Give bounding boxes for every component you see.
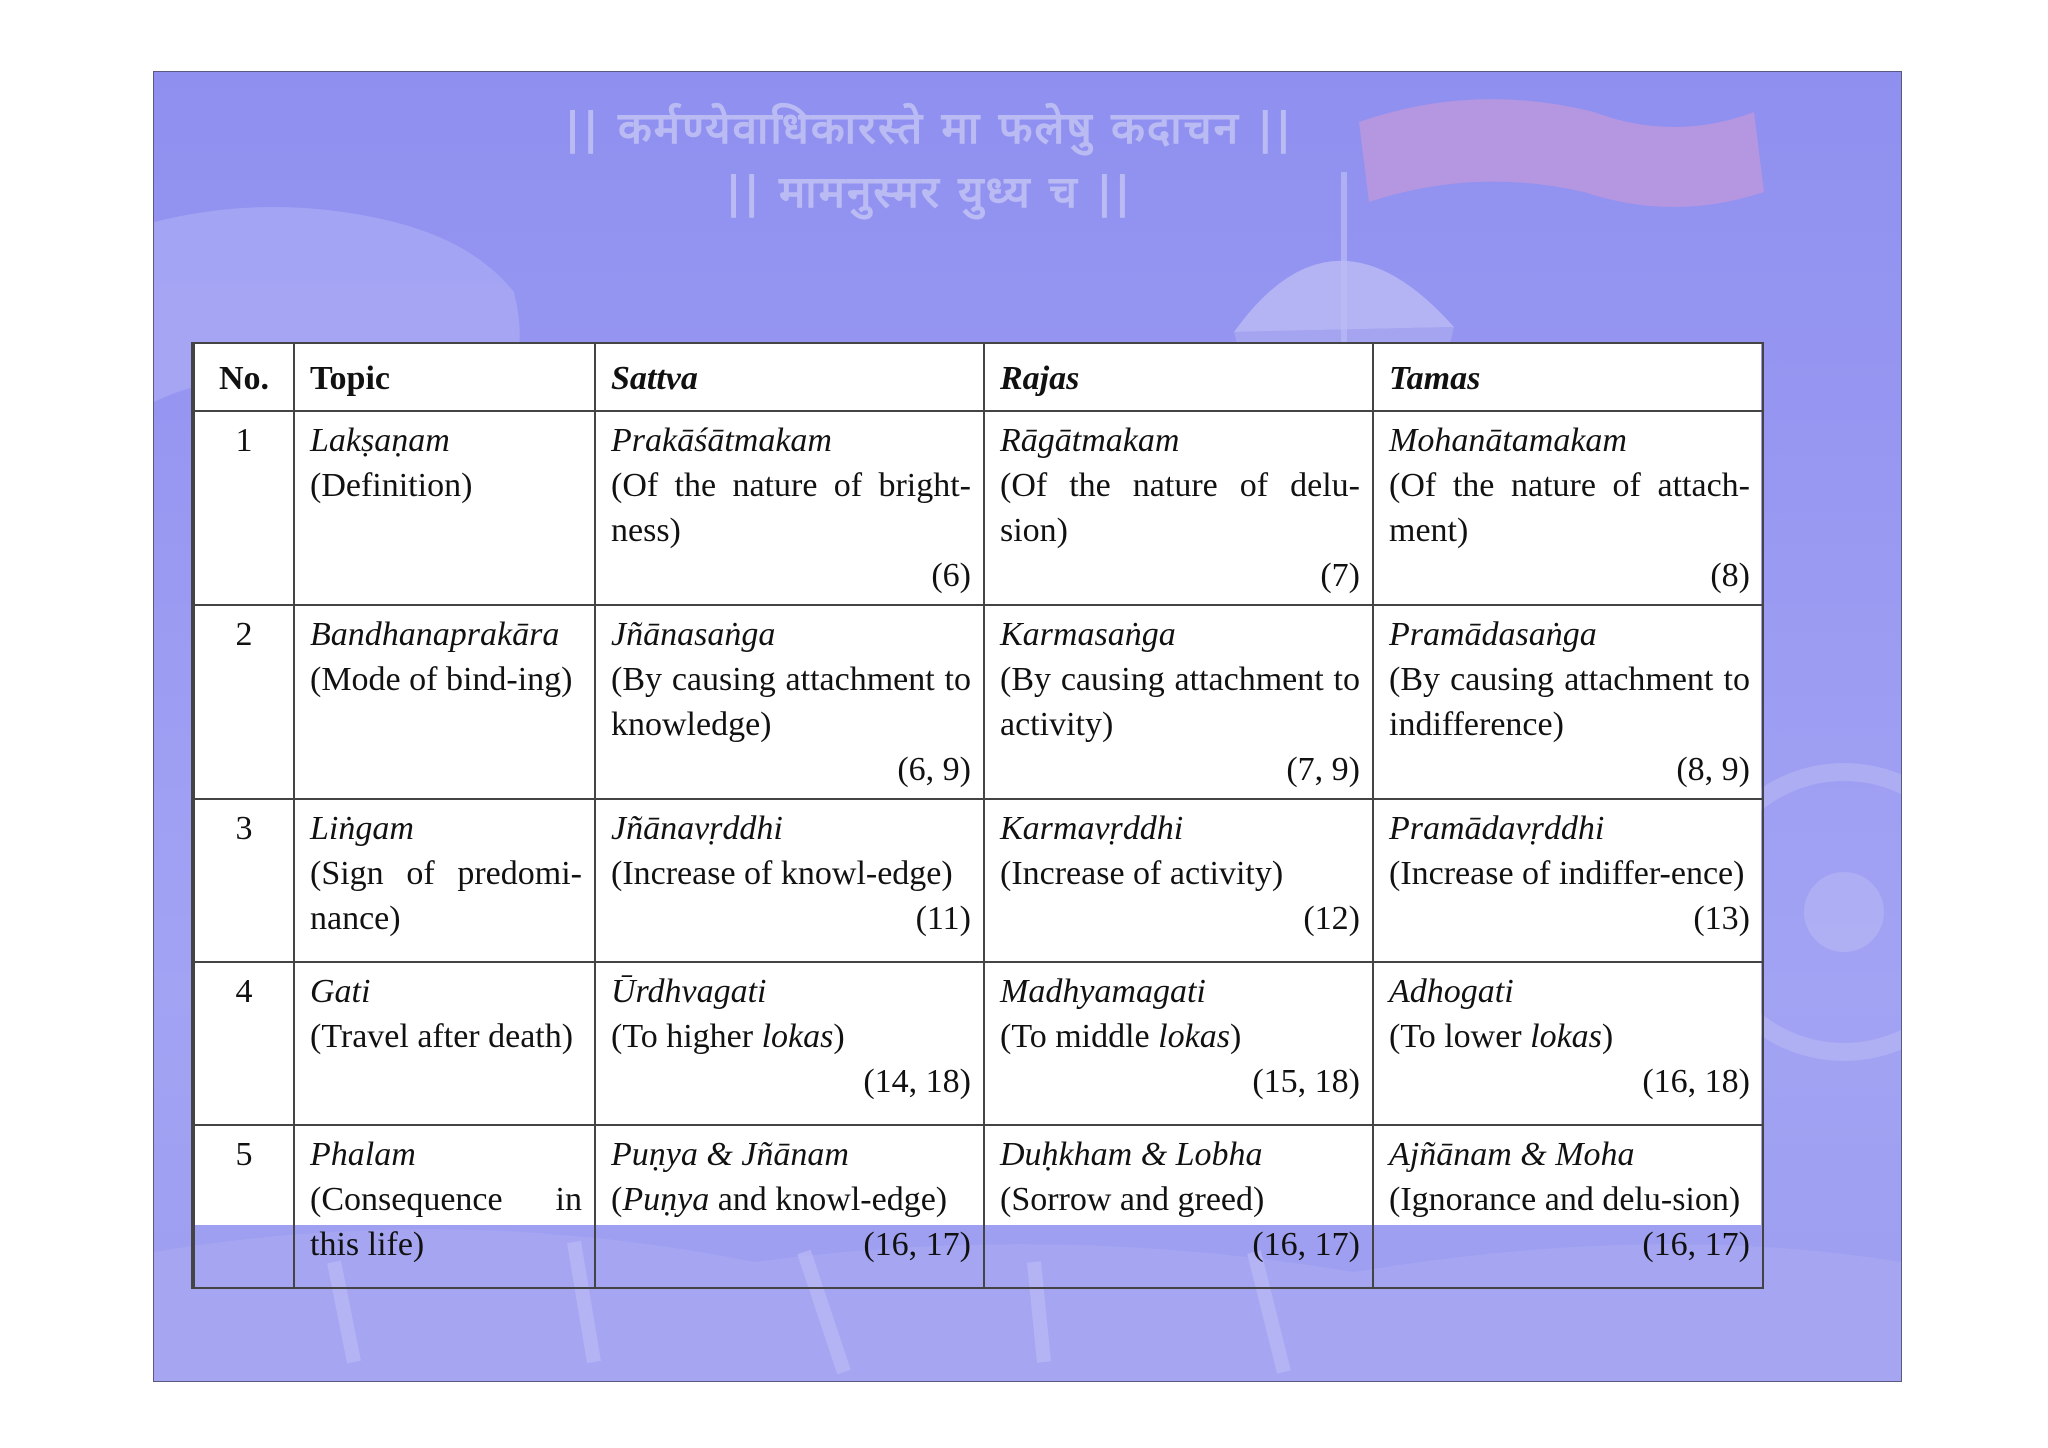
topic-cell <box>294 605 595 799</box>
tamas-desc <box>1389 1014 1750 1059</box>
verse-ref: (14, 18) <box>863 1063 971 1100</box>
sattva-term: Prakāśātmakam <box>611 422 832 459</box>
sattva-term: Jñānasaṅga <box>611 616 776 653</box>
tamas-desc: (Ignorance and delu-sion) <box>1389 1181 1741 1218</box>
header-rajas: Rajas <box>984 343 1373 411</box>
verse-ref: (16, 17) <box>1642 1226 1750 1263</box>
topic-desc: (Sign of predomi-nance) <box>310 855 582 937</box>
slide <box>153 71 1902 1382</box>
verse-ref: (16, 17) <box>1252 1226 1360 1263</box>
tamas-term: Mohanātamakam <box>1389 422 1627 459</box>
tamas-cell <box>1373 962 1763 1125</box>
topic-desc: (Consequence in this life) <box>310 1181 582 1263</box>
desc-post: ) <box>1229 1018 1242 1055</box>
tamas-term: Adhogati <box>1389 973 1514 1010</box>
sattva-desc: (By causing attachment to knowledge) <box>611 661 971 743</box>
sattva-desc: (Increase of knowl-edge) <box>611 855 953 892</box>
desc-post: ) <box>833 1018 845 1055</box>
topic-term: Liṅgam <box>310 810 414 847</box>
tamas-desc: (Of the nature of attach-ment) <box>1389 467 1750 549</box>
verse-ref: (16, 17) <box>863 1226 971 1263</box>
rajas-term: Madhyamagati <box>1000 973 1206 1010</box>
header-tamas: Tamas <box>1373 343 1763 411</box>
topic-term: Phalam <box>310 1136 416 1173</box>
tamas-term: Pramādasaṅga <box>1389 616 1597 653</box>
tamas-desc: (By causing attachment to indifference) <box>1389 661 1750 743</box>
rajas-desc <box>1000 1014 1360 1059</box>
sattva-desc <box>611 1014 971 1059</box>
desc-post: ) <box>1601 1018 1614 1055</box>
desc-em: Puṇya <box>622 1181 710 1218</box>
verse-ref: (6, 9) <box>897 751 971 788</box>
sattva-cell <box>595 605 984 799</box>
row-number: 2 <box>193 605 294 799</box>
row-number: 1 <box>193 411 294 605</box>
topic-term: Bandhanaprakāra <box>310 616 560 653</box>
sattva-cell <box>595 1125 984 1288</box>
table-header-row <box>193 343 1763 411</box>
table-row <box>193 962 1763 1125</box>
tamas-cell <box>1373 411 1763 605</box>
verse-ref: (8, 9) <box>1676 751 1750 788</box>
verse-ref: (12) <box>1303 900 1360 937</box>
tamas-term: Pramādavṛddhi <box>1389 810 1605 847</box>
table-row <box>193 799 1763 962</box>
topic-desc: (Mode of bind-ing) <box>310 661 573 698</box>
topic-cell <box>294 411 595 605</box>
desc-pre: (To lower <box>1389 1018 1531 1055</box>
rajas-cell <box>984 799 1373 962</box>
verse-ref: (13) <box>1693 900 1750 937</box>
row-number: 4 <box>193 962 294 1125</box>
rajas-desc: (By causing attachment to activity) <box>1000 661 1360 743</box>
rajas-term: Rāgātmakam <box>1000 422 1180 459</box>
sattva-term: Ūrdhvagati <box>611 973 767 1010</box>
verse-ref: (15, 18) <box>1252 1063 1360 1100</box>
verse-ref: (8) <box>1710 557 1750 594</box>
rajas-cell <box>984 605 1373 799</box>
rajas-desc: (Sorrow and greed) <box>1000 1181 1265 1218</box>
sattva-cell <box>595 799 984 962</box>
sattva-desc <box>611 1177 971 1222</box>
verse-ref: (7) <box>1320 557 1360 594</box>
table-row <box>193 1125 1763 1288</box>
table-row <box>193 605 1763 799</box>
rajas-term: Karmasaṅga <box>1000 616 1176 653</box>
row-number: 3 <box>193 799 294 962</box>
verse-ref: (16, 18) <box>1642 1063 1750 1100</box>
verse-ref: (11) <box>915 900 971 937</box>
sattva-cell <box>595 411 984 605</box>
sattva-term: Jñānavṛddhi <box>611 810 783 847</box>
rajas-term: Karmavṛddhi <box>1000 810 1184 847</box>
tamas-cell <box>1373 799 1763 962</box>
rajas-cell <box>984 962 1373 1125</box>
rajas-desc: (Of the nature of delu-sion) <box>1000 467 1360 549</box>
header-sattva: Sattva <box>595 343 984 411</box>
topic-cell <box>294 1125 595 1288</box>
tamas-cell <box>1373 1125 1763 1288</box>
rajas-cell <box>984 411 1373 605</box>
sattva-term: Puṇya & Jñānam <box>611 1136 849 1173</box>
sattva-cell <box>595 962 984 1125</box>
desc-post: and knowl-edge) <box>709 1181 948 1218</box>
verse-ref: (7, 9) <box>1286 751 1360 788</box>
desc-pre: (To middle <box>1000 1018 1159 1055</box>
tamas-term: Ajñānam & Moha <box>1389 1136 1635 1173</box>
verse-ref: (6) <box>931 557 971 594</box>
rajas-term: Duḥkham & Lobha <box>1000 1136 1263 1173</box>
rajas-desc: (Increase of activity) <box>1000 855 1284 892</box>
tamas-desc: (Increase of indiffer-ence) <box>1389 855 1745 892</box>
header-no: No. <box>193 343 294 411</box>
desc-em: lokas <box>761 1018 834 1055</box>
row-number: 5 <box>193 1125 294 1288</box>
topic-desc: (Definition) <box>310 467 473 504</box>
gunas-table <box>191 342 1764 1289</box>
banner-line-2: || मामनुस्मर युध्य च || <box>725 167 1133 218</box>
header-topic: Topic <box>294 343 595 411</box>
desc-em: lokas <box>1158 1018 1230 1055</box>
topic-term: Gati <box>310 973 371 1010</box>
topic-cell <box>294 962 595 1125</box>
desc-pre: ( <box>611 1181 623 1218</box>
banner-line-1: || कर्मण्येवाधिकारस्ते मा फलेषु कदाचन || <box>564 103 1294 154</box>
desc-pre: (To higher <box>611 1018 762 1055</box>
topic-term: Lakṣaṇam <box>310 422 450 459</box>
table-row <box>193 411 1763 605</box>
topic-cell <box>294 799 595 962</box>
desc-em: lokas <box>1530 1018 1602 1055</box>
tamas-cell <box>1373 605 1763 799</box>
gunas-table-container <box>191 342 1761 1263</box>
topic-desc: (Travel after death) <box>310 1018 574 1055</box>
rajas-cell <box>984 1125 1373 1288</box>
sanskrit-banner <box>504 97 1354 225</box>
sattva-desc: (Of the nature of bright-ness) <box>611 467 971 549</box>
